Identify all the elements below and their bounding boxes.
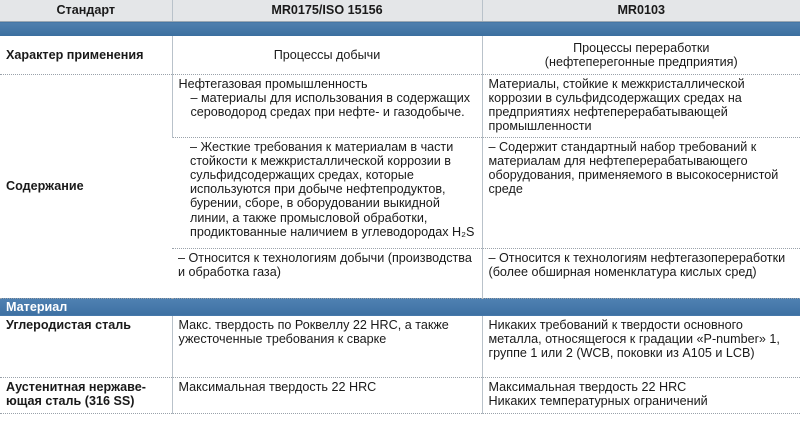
cell-content1-mr0175 (172, 74, 482, 137)
cell-carbon-steel-mr0175: Макс. твердость по Роквеллу 22 HRC, а также ужесточенные требования к сварке (172, 316, 482, 378)
cell-content1-mr0103: Материалы, стойкие к межкристаллической коррозии в сульфидсодержащих средах на предприятиях нефтеперерабатывающей промышленности (482, 74, 800, 137)
row-stainless-steel (0, 378, 800, 414)
cell-carbon-steel-mr0103: Никаких требований к твердости основного металла, относящегося к градации «P-number» 1, группе 1 или 2 (WCB, поковки из A105 и LCB) (482, 316, 800, 378)
material-banner-row (0, 298, 800, 316)
stainless-mr0103-line1: Максимальная твердость 22 HRC (488, 380, 687, 394)
label-application: Характер применения (0, 36, 172, 74)
header-mr0175: MR0175/ISO 15156 (172, 0, 482, 22)
cell-application-mr0175: Процессы добычи (172, 36, 482, 74)
application-mr0103-line2: (нефтеперегонные предприятия) (544, 54, 738, 69)
label-stainless-steel: Аустенитная нержаве-ющая сталь (316 SS) (0, 378, 172, 414)
header-standard: Стандарт (0, 0, 172, 22)
application-mr0103-line1: Процессы переработки (573, 40, 710, 55)
header-separator-bar (0, 22, 800, 37)
cell-stainless-mr0103 (482, 378, 800, 414)
header-mr0103: MR0103 (482, 0, 800, 22)
row-application (0, 36, 800, 74)
content1-mr0175-line1: Нефтегазовая промышленность (178, 76, 368, 91)
label-content: Содержание (0, 74, 172, 298)
cell-application-mr0103 (482, 36, 800, 74)
cell-stainless-mr0175: Максимальная твердость 22 HRC (172, 378, 482, 414)
header-row (0, 0, 800, 22)
stainless-mr0103-line2: Никаких температурных ограничений (488, 394, 708, 409)
content1-mr0175-line2: – материалы для использования в содержащих сероводород средах при нефте- и газодобыче. (190, 90, 471, 119)
material-banner: Материал (0, 298, 800, 316)
row-carbon-steel (0, 316, 800, 378)
label-carbon-steel: Углеродистая сталь (0, 316, 172, 378)
cell-content3-mr0103: – Относится к технологиям нефтегазопереработки (более обширная номенклатура кислых сред) (482, 248, 800, 298)
cell-content3-mr0175: – Относится к технологиям добычи (производства и обработка газа) (172, 248, 482, 298)
cell-content2-mr0175: – Жесткие требования к материалам в части стойкости к межкристаллической коррозии в сульфидсодержащих средах, которые используются при добыче нефтепродуктов, бурении, сборе, в оборудовании выкидной линии, а также промысловой обработки, продиктованные наличием в углеводородах H₂S (172, 137, 482, 248)
row-content-1 (0, 74, 800, 137)
cell-content2-mr0103: – Содержит стандартный набор требований к материалам для нефтеперерабатывающего оборудования, применяемого в высокосернистой среде (482, 137, 800, 248)
